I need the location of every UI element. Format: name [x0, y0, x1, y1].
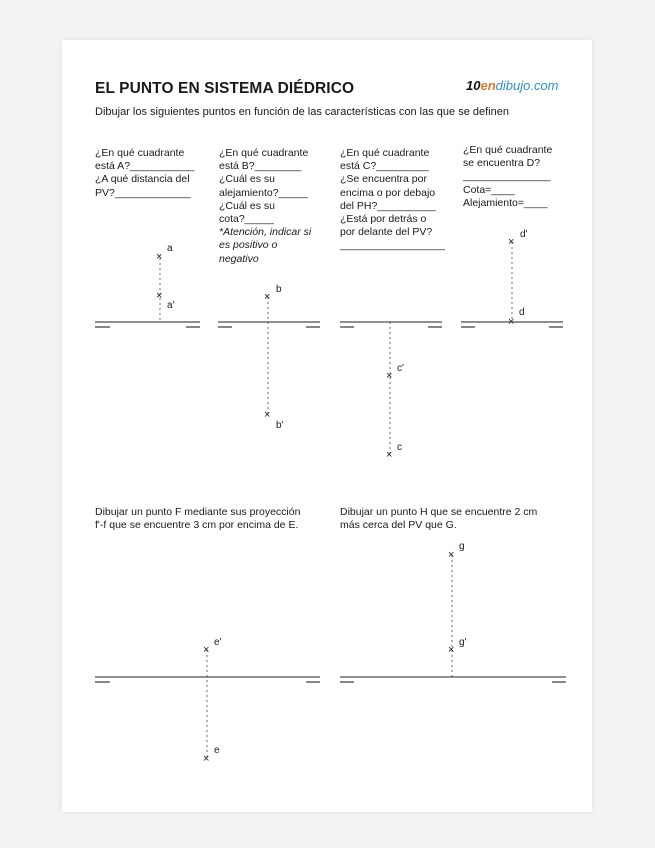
point-c1-mark: × [386, 370, 393, 382]
point-c1-label: c' [397, 363, 404, 374]
point-g-label: g [459, 541, 465, 552]
point-b1-mark: × [264, 409, 271, 421]
question-a: ¿En qué cuadrante está A?___________ ¿A qué distancia del PV?_____________ [95, 147, 195, 199]
question-c: ¿En qué cuadrante está C?_________ ¿Se encuentra por encima o por debajo del PH?__________ ¿Está por detrás o por delante del PV? __________________ [340, 147, 446, 252]
point-g1-mark: × [448, 644, 455, 656]
point-c-label: c [397, 442, 402, 453]
point-a1-mark: × [156, 290, 163, 302]
point-c-mark: × [386, 449, 393, 461]
point-b1-label: b' [276, 420, 284, 431]
point-b-label: b [276, 284, 282, 295]
point-a1-label: a' [167, 300, 175, 311]
point-e-mark: × [203, 753, 210, 765]
point-b-mark: × [264, 291, 271, 303]
point-d-label: d [519, 307, 525, 318]
point-g1-label: g' [459, 637, 467, 648]
question-b: ¿En qué cuadrante está B?________ ¿Cuál es su alejamiento?_____ ¿Cuál es su cota?_____ *Atención, indicar si es positivo o negativo [219, 147, 312, 265]
page-title: EL PUNTO EN SISTEMA DIÉDRICO [95, 80, 355, 97]
question-d: ¿En qué cuadrante se encuentra D? _______________ Cota=____ Alejamiento=____ [463, 144, 553, 209]
task-f: Dibujar un punto F mediante sus proyección f'-f que se encuentre 3 cm por encima de E. [95, 506, 301, 532]
point-a-label: a [167, 243, 173, 254]
point-e1-mark: × [203, 644, 210, 656]
point-a-mark: × [156, 251, 163, 263]
point-g-mark: × [448, 549, 455, 561]
point-e1-label: e' [214, 637, 222, 648]
point-d-mark: × [508, 316, 515, 328]
point-e-label: e [214, 745, 220, 756]
task-h: Dibujar un punto H que se encuentre 2 cm más cerca del PV que G. [340, 506, 538, 532]
instructions: Dibujar los siguientes puntos en función de las características con las que se definen [95, 106, 509, 118]
point-d1-mark: × [508, 236, 515, 248]
point-d1-label: d' [520, 229, 528, 240]
brand-logo: 10endibujo.com [466, 78, 559, 93]
